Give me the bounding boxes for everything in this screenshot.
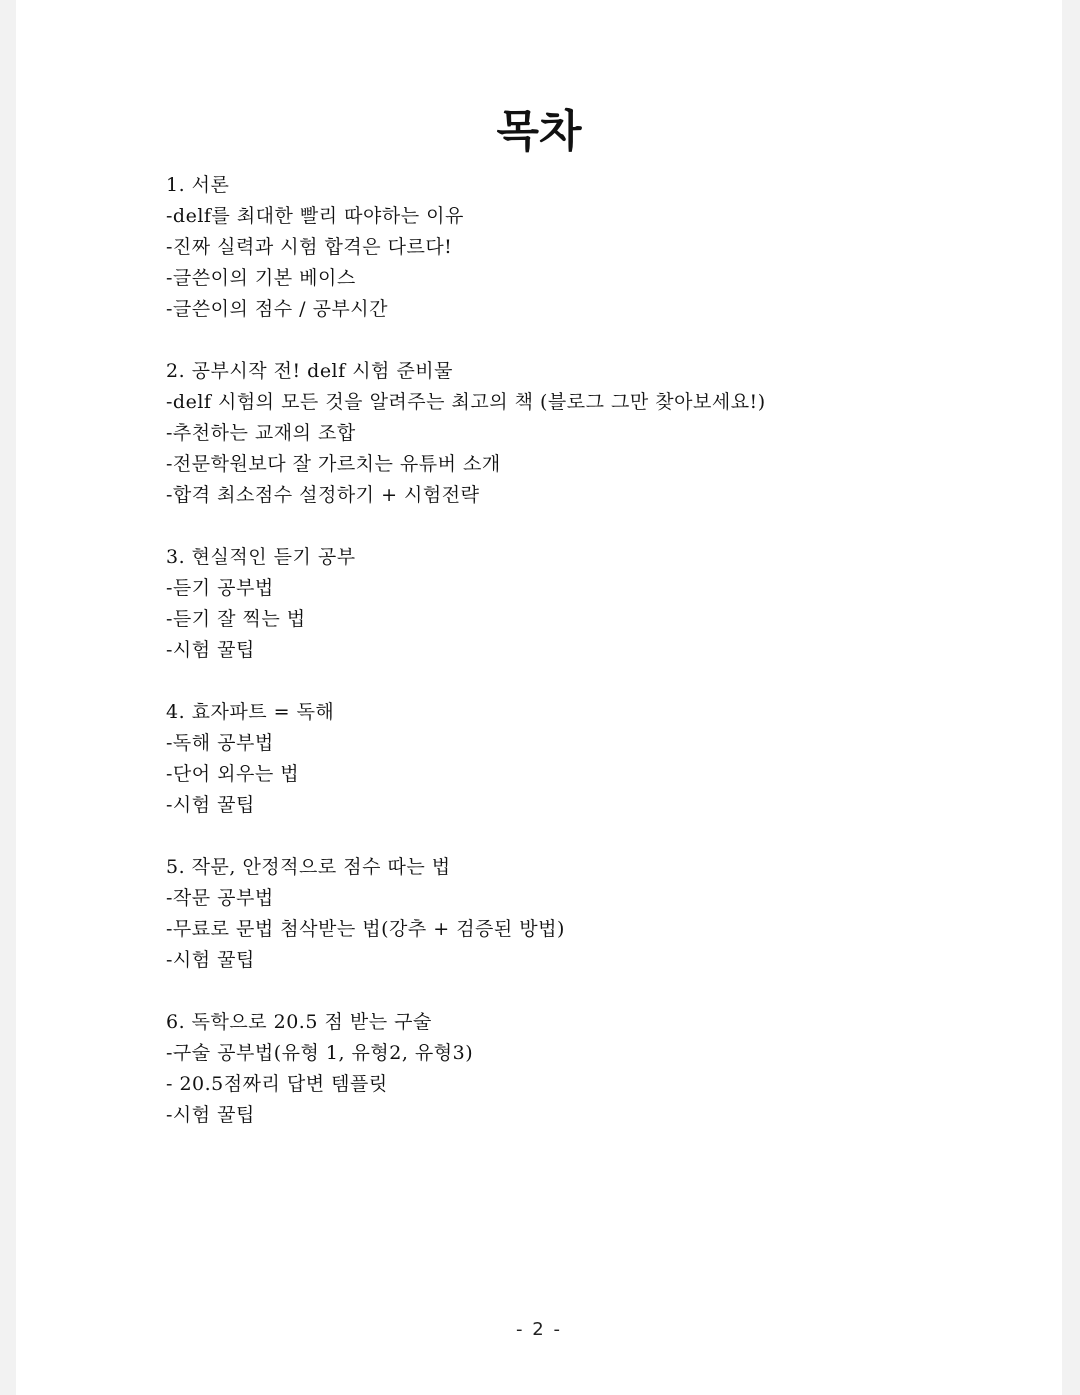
list-item: -독해 공부법 <box>166 732 274 754</box>
section-heading: 6. 독학으로 20.5 점 받는 구술 <box>166 1011 432 1033</box>
list-item: - 20.5점짜리 답변 템플릿 <box>166 1073 388 1095</box>
list-item: -시험 꿀팁 <box>166 639 255 661</box>
page-number: - 2 - <box>516 1319 562 1340</box>
page-title: 목차 <box>496 106 582 157</box>
section-heading: 3. 현실적인 듣기 공부 <box>166 546 356 568</box>
list-item: -작문 공부법 <box>166 887 274 909</box>
list-item: -delf를 최대한 빨리 따야하는 이유 <box>166 205 464 227</box>
table-of-contents <box>166 170 1026 1162</box>
section-heading: 4. 효자파트 = 독해 <box>166 701 335 723</box>
list-item: -합격 최소점수 설정하기 + 시험전략 <box>166 484 480 506</box>
section-heading: 5. 작문, 안정적으로 점수 따는 법 <box>166 856 451 878</box>
section-heading: 2. 공부시작 전! delf 시험 준비물 <box>166 360 454 382</box>
toc-section-5 <box>166 852 1026 976</box>
list-item: -시험 꿀팁 <box>166 1104 255 1126</box>
toc-section-6 <box>166 1007 1026 1131</box>
toc-section-4 <box>166 697 1026 821</box>
toc-section-1 <box>166 170 1026 325</box>
list-item: -시험 꿀팁 <box>166 949 255 971</box>
list-item: -구술 공부법(유형 1, 유형2, 유형3) <box>166 1042 474 1064</box>
list-item: -진짜 실력과 시험 합격은 다르다! <box>166 236 453 258</box>
list-item: -시험 꿀팁 <box>166 794 255 816</box>
document-page <box>16 0 1062 1395</box>
list-item: -듣기 잘 찍는 법 <box>166 608 306 630</box>
list-item: -글쓴이의 기본 베이스 <box>166 267 356 289</box>
toc-section-2 <box>166 356 1026 511</box>
list-item: -듣기 공부법 <box>166 577 274 599</box>
list-item: -단어 외우는 법 <box>166 763 300 785</box>
list-item: -전문학원보다 잘 가르치는 유튜버 소개 <box>166 453 501 475</box>
list-item: -추천하는 교재의 조합 <box>166 422 356 444</box>
section-heading: 1. 서론 <box>166 174 230 196</box>
list-item: -글쓴이의 점수 / 공부시간 <box>166 298 388 320</box>
toc-section-3 <box>166 542 1026 666</box>
list-item: -delf 시험의 모든 것을 알려주는 최고의 책 (블로그 그만 찾아보세요!) <box>166 391 766 413</box>
list-item: -무료로 문법 첨삭받는 법(강추 + 검증된 방법) <box>166 918 565 940</box>
